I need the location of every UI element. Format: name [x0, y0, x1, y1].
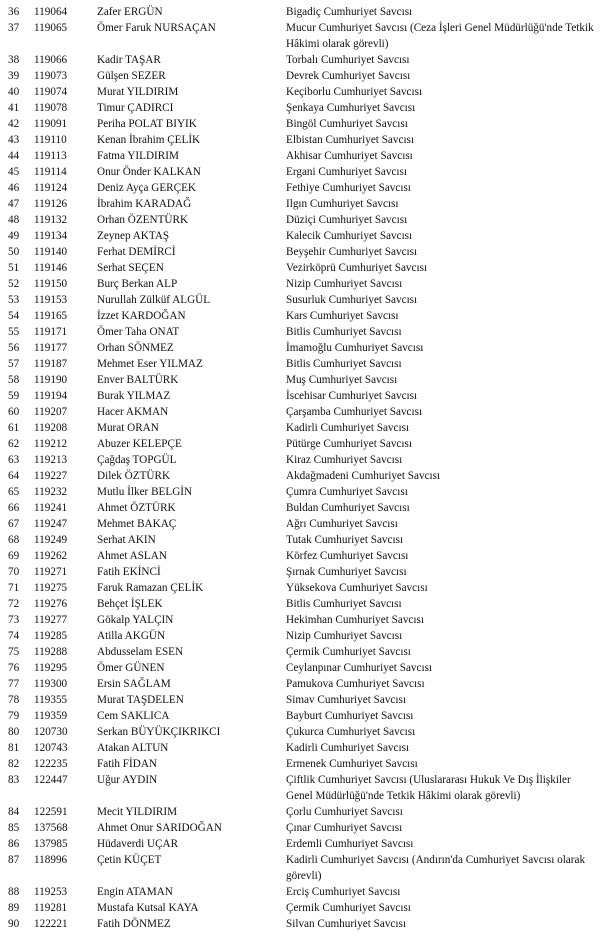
assignment: Ilgın Cumhuriyet Savcısı — [286, 198, 399, 210]
row-number: 57 — [8, 358, 20, 370]
person-name: Faruk Ramazan ÇELİK — [97, 582, 204, 594]
person-name: Nurullah Zülküf ALGÜL — [97, 294, 211, 306]
row-number: 74 — [8, 630, 20, 642]
registry-number: 119124 — [34, 182, 68, 194]
table-row — [0, 196, 600, 212]
row-number: 36 — [8, 6, 20, 18]
registry-number: 119150 — [34, 278, 68, 290]
person-name: Murat TAŞDELEN — [97, 694, 184, 706]
registry-number: 119091 — [34, 118, 68, 130]
row-number: 38 — [8, 54, 20, 66]
assignment: Çiftlik Cumhuriyet Savcısı (Uluslararası Hukuk Ve Dış İlişkiler Genel Müdürlüğü'nde Tetkik Hâkimi olarak görevli) — [286, 774, 571, 802]
person-name: Mehmet BAKAÇ — [97, 518, 177, 530]
person-name: Murat ORAN — [97, 422, 159, 434]
registry-number: 119208 — [34, 422, 68, 434]
assignment: Bigadiç Cumhuriyet Savcısı — [286, 6, 413, 18]
registry-number: 119359 — [34, 710, 68, 722]
table-row — [0, 484, 600, 500]
table-row — [0, 260, 600, 276]
table-row — [0, 228, 600, 244]
person-name: Enver BALTÜRK — [97, 374, 179, 386]
person-name: Periha POLAT BIYIK — [97, 118, 197, 130]
table-row — [0, 340, 600, 356]
row-number: 79 — [8, 710, 20, 722]
table-row — [0, 308, 600, 324]
assignment: Bingöl Cumhuriyet Savcısı — [286, 118, 408, 130]
assignment: Kiraz Cumhuriyet Savcısı — [286, 454, 403, 466]
registry-number: 119276 — [34, 598, 68, 610]
registry-number: 119153 — [34, 294, 68, 306]
registry-number: 119241 — [34, 502, 68, 514]
person-name: Uğur AYDIN — [97, 774, 158, 786]
registry-number: 119212 — [34, 438, 68, 450]
registry-number: 119073 — [34, 70, 68, 82]
row-number: 42 — [8, 118, 20, 130]
assignment: Ceylanpınar Cumhuriyet Savcısı — [286, 662, 433, 674]
assignment: Şırnak Cumhuriyet Savcısı — [286, 566, 407, 578]
row-number: 68 — [8, 534, 20, 546]
registry-number: 119066 — [34, 54, 68, 66]
assignment: Keçiborlu Cumhuriyet Savcısı — [286, 86, 423, 98]
table-row — [0, 836, 600, 852]
registry-number: 119253 — [34, 886, 68, 898]
person-name: Ömer GÜNEN — [97, 662, 165, 674]
table-row — [0, 724, 600, 740]
assignment: Kars Cumhuriyet Savcısı — [286, 310, 399, 322]
table-row — [0, 580, 600, 596]
table-row — [0, 916, 600, 932]
table-row — [0, 612, 600, 628]
person-name: Orhan SÖNMEZ — [97, 342, 174, 354]
assignment: Vezirköprü Cumhuriyet Savcısı — [286, 262, 428, 274]
row-number: 69 — [8, 550, 20, 562]
person-name: Ersin SAĞLAM — [97, 678, 171, 690]
person-name: Mehmet Eser YILMAZ — [97, 358, 203, 370]
table-row — [0, 644, 600, 660]
assignment: Çumra Cumhuriyet Savcısı — [286, 486, 408, 498]
row-number: 84 — [8, 806, 20, 818]
row-number: 72 — [8, 598, 20, 610]
person-name: Abdusselam ESEN — [97, 646, 184, 658]
registry-number: 119213 — [34, 454, 68, 466]
registry-number: 119249 — [34, 534, 68, 546]
row-number: 51 — [8, 262, 20, 274]
person-name: Ahmet ASLAN — [97, 550, 167, 562]
table-row — [0, 804, 600, 820]
assignment: Tutak Cumhuriyet Savcısı — [286, 534, 404, 546]
assignment: Çukurca Cumhuriyet Savcısı — [286, 726, 416, 738]
table-row — [0, 388, 600, 404]
assignment: Muş Cumhuriyet Savcısı — [286, 374, 398, 386]
registry-number: 119134 — [34, 230, 68, 242]
person-name: Mecit YILDIRIM — [97, 806, 178, 818]
assignment: Bitlis Cumhuriyet Savcısı — [286, 326, 402, 338]
registry-number: 119110 — [34, 134, 67, 146]
assignment: Çarşamba Cumhuriyet Savcısı — [286, 406, 423, 418]
assignment: Devrek Cumhuriyet Savcısı — [286, 70, 411, 82]
assignment: Mucur Cumhuriyet Savcısı (Ceza İşleri Genel Müdürlüğü'nde Tetkik Hâkimi olarak görevli) — [286, 22, 594, 50]
person-name: Abuzer KELEPÇE — [97, 438, 182, 450]
table-row — [0, 84, 600, 100]
person-name: Fatih EKİNCİ — [97, 566, 161, 578]
registry-number: 119064 — [34, 6, 68, 18]
row-number: 81 — [8, 742, 20, 754]
person-name: İbrahim KARADAĞ — [97, 198, 192, 210]
row-number: 54 — [8, 310, 20, 322]
assignment: Yüksekova Cumhuriyet Savcısı — [286, 582, 428, 594]
person-name: Dilek ÖZTÜRK — [97, 470, 171, 482]
registry-number: 119262 — [34, 550, 68, 562]
assignment: Erdemli Cumhuriyet Savcısı — [286, 838, 414, 850]
table-row — [0, 404, 600, 420]
person-name: Fatih DÖNMEZ — [97, 918, 171, 930]
assignment: Silvan Cumhuriyet Savcısı — [286, 918, 406, 930]
assignment: Buldan Cumhuriyet Savcısı — [286, 502, 410, 514]
row-number: 71 — [8, 582, 20, 594]
person-name: Zeynep AKTAŞ — [97, 230, 170, 242]
row-number: 43 — [8, 134, 20, 146]
person-name: Ömer Faruk NURSAÇAN — [97, 22, 216, 34]
row-number: 40 — [8, 86, 20, 98]
person-name: Ahmet Onur SARIDOĞAN — [97, 822, 222, 834]
row-number: 59 — [8, 390, 20, 402]
registry-number: 119114 — [34, 166, 67, 178]
person-name: Behçet İŞLEK — [97, 598, 163, 610]
registry-number: 119194 — [34, 390, 68, 402]
row-number: 55 — [8, 326, 20, 338]
row-number: 77 — [8, 678, 20, 690]
row-number: 56 — [8, 342, 20, 354]
assignment: Çınar Cumhuriyet Savcısı — [286, 822, 403, 834]
row-number: 60 — [8, 406, 20, 418]
assignment: Hekimhan Cumhuriyet Savcısı — [286, 614, 424, 626]
person-name: Orhan ÖZENTÜRK — [97, 214, 189, 226]
assignment: İmamoğlu Cumhuriyet Savcısı — [286, 342, 424, 354]
registry-number: 119132 — [34, 214, 68, 226]
table-row — [0, 4, 600, 20]
assignment: Susurluk Cumhuriyet Savcısı — [286, 294, 418, 306]
row-number: 78 — [8, 694, 20, 706]
table-row — [0, 356, 600, 372]
assignment: Körfez Cumhuriyet Savcısı — [286, 550, 409, 562]
row-number: 76 — [8, 662, 20, 674]
person-name: Zafer ERGÜN — [97, 6, 163, 18]
registry-number: 119065 — [34, 22, 68, 34]
table-row — [0, 820, 600, 836]
table-row — [0, 100, 600, 116]
table-row — [0, 468, 600, 484]
person-name: Hacer AKMAN — [97, 406, 169, 418]
assignment: Nizip Cumhuriyet Savcısı — [286, 630, 403, 642]
assignment: Çorlu Cumhuriyet Savcısı — [286, 806, 403, 818]
registry-number: 119165 — [34, 310, 68, 322]
table-row — [0, 276, 600, 292]
table-row — [0, 740, 600, 756]
assignment: Bayburt Cumhuriyet Savcısı — [286, 710, 414, 722]
person-name: Çağdaş TOPGÜL — [97, 454, 177, 466]
registry-number: 119271 — [34, 566, 68, 578]
person-name: Serkan BÜYÜKÇIKRIKCI — [97, 726, 221, 738]
row-number: 83 — [8, 774, 20, 786]
person-name: Kadir TAŞAR — [97, 54, 161, 66]
assignment: Elbistan Cumhuriyet Savcısı — [286, 134, 415, 146]
person-name: Serhat SEÇEN — [97, 262, 164, 274]
row-number: 89 — [8, 902, 20, 914]
table-row — [0, 452, 600, 468]
table-row — [0, 628, 600, 644]
row-number: 39 — [8, 70, 20, 82]
table-row — [0, 564, 600, 580]
row-number: 66 — [8, 502, 20, 514]
assignment: Beyşehir Cumhuriyet Savcısı — [286, 246, 418, 258]
assignment: Pütürge Cumhuriyet Savcısı — [286, 438, 412, 450]
table-row — [0, 52, 600, 68]
person-name: Kenan İbrahim ÇELİK — [97, 134, 201, 146]
table-row — [0, 852, 600, 884]
registry-number: 120730 — [34, 726, 68, 738]
assignment: Çermik Cumhuriyet Savcısı — [286, 902, 411, 914]
row-number: 46 — [8, 182, 20, 194]
table-row — [0, 164, 600, 180]
assignment: Pamukova Cumhuriyet Savcısı — [286, 678, 425, 690]
registry-number: 119232 — [34, 486, 68, 498]
row-number: 70 — [8, 566, 20, 578]
registry-number: 119140 — [34, 246, 68, 258]
row-number: 73 — [8, 614, 20, 626]
registry-number: 120743 — [34, 742, 68, 754]
registry-number: 119171 — [34, 326, 68, 338]
table-row — [0, 148, 600, 164]
row-number: 75 — [8, 646, 20, 658]
registry-number: 119126 — [34, 198, 68, 210]
assignment: Şenkaya Cumhuriyet Savcısı — [286, 102, 416, 114]
person-name: Çetin KÜÇET — [97, 854, 162, 866]
row-number: 85 — [8, 822, 20, 834]
row-number: 64 — [8, 470, 20, 482]
registry-number: 122591 — [34, 806, 68, 818]
registry-number: 119288 — [34, 646, 68, 658]
assignment: Nizip Cumhuriyet Savcısı — [286, 278, 403, 290]
table-row — [0, 884, 600, 900]
row-number: 80 — [8, 726, 20, 738]
person-name: Gökalp YALÇIN — [97, 614, 174, 626]
registry-number: 122235 — [34, 758, 68, 770]
table-row — [0, 660, 600, 676]
table-row — [0, 244, 600, 260]
registry-number: 119207 — [34, 406, 68, 418]
assignment: Akdağmadeni Cumhuriyet Savcısı — [286, 470, 441, 482]
person-name: Ferhat DEMİRCİ — [97, 246, 176, 258]
row-number: 61 — [8, 422, 20, 434]
registry-number: 119281 — [34, 902, 68, 914]
row-number: 65 — [8, 486, 20, 498]
table-row — [0, 20, 600, 52]
table-row — [0, 756, 600, 772]
assignment: Fethiye Cumhuriyet Savcısı — [286, 182, 411, 194]
person-name: Fatma YILDIRIM — [97, 150, 179, 162]
person-name: Murat YILDIRIM — [97, 86, 179, 98]
assignment: Kadirli Cumhuriyet Savcısı (Andırın'da Cumhuriyet Savcısı olarak görevli) — [286, 854, 586, 882]
registry-number: 119190 — [34, 374, 68, 386]
registry-number: 119177 — [34, 342, 68, 354]
person-name: Burak YILMAZ — [97, 390, 171, 402]
assignment: Düziçi Cumhuriyet Savcısı — [286, 214, 408, 226]
table-row — [0, 436, 600, 452]
row-number: 41 — [8, 102, 20, 114]
assignment: Ermenek Cumhuriyet Savcısı — [286, 758, 418, 770]
person-name: Atakan ALTUN — [97, 742, 169, 754]
row-number: 62 — [8, 438, 20, 450]
assignment: Erciş Cumhuriyet Savcısı — [286, 886, 401, 898]
row-number: 45 — [8, 166, 20, 178]
person-name: Mutlu İlker BELGİN — [97, 486, 193, 498]
table-row — [0, 548, 600, 564]
registry-number: 119275 — [34, 582, 68, 594]
person-name: Hüdaverdi UÇAR — [97, 838, 179, 850]
person-name: İzzet KARDOĞAN — [97, 310, 186, 322]
table-row — [0, 772, 600, 804]
registry-number: 119247 — [34, 518, 68, 530]
registry-number: 119295 — [34, 662, 68, 674]
row-number: 88 — [8, 886, 20, 898]
row-number: 50 — [8, 246, 20, 258]
table-row — [0, 68, 600, 84]
table-row — [0, 420, 600, 436]
table-row — [0, 692, 600, 708]
row-number: 48 — [8, 214, 20, 226]
registry-number: 119277 — [34, 614, 68, 626]
row-number: 37 — [8, 22, 20, 34]
table-row — [0, 132, 600, 148]
assignment: Bitlis Cumhuriyet Savcısı — [286, 358, 402, 370]
person-name: Engin ATAMAN — [97, 886, 173, 898]
appointment-list — [0, 4, 600, 932]
row-number: 86 — [8, 838, 20, 850]
person-name: Burç Berkan ALP — [97, 278, 178, 290]
registry-number: 119146 — [34, 262, 68, 274]
table-row — [0, 372, 600, 388]
registry-number: 119187 — [34, 358, 68, 370]
table-row — [0, 500, 600, 516]
table-row — [0, 116, 600, 132]
registry-number: 119227 — [34, 470, 68, 482]
row-number: 49 — [8, 230, 20, 242]
table-row — [0, 900, 600, 916]
assignment: Akhisar Cumhuriyet Savcısı — [286, 150, 413, 162]
assignment: Torbalı Cumhuriyet Savcısı — [286, 54, 410, 66]
row-number: 87 — [8, 854, 20, 866]
person-name: Cem SAKLICA — [97, 710, 170, 722]
table-row — [0, 596, 600, 612]
registry-number: 119074 — [34, 86, 68, 98]
registry-number: 119300 — [34, 678, 68, 690]
row-number: 52 — [8, 278, 20, 290]
assignment: Ergani Cumhuriyet Savcısı — [286, 166, 407, 178]
registry-number: 137985 — [34, 838, 68, 850]
person-name: Mustafa Kutsal KAYA — [97, 902, 199, 914]
assignment: Kadirli Cumhuriyet Savcısı — [286, 422, 410, 434]
row-number: 90 — [8, 918, 20, 930]
table-row — [0, 180, 600, 196]
registry-number: 119078 — [34, 102, 68, 114]
table-row — [0, 516, 600, 532]
registry-number: 119113 — [34, 150, 67, 162]
row-number: 44 — [8, 150, 20, 162]
registry-number: 118996 — [34, 854, 68, 866]
assignment: İscehisar Cumhuriyet Savcısı — [286, 390, 418, 402]
row-number: 82 — [8, 758, 20, 770]
person-name: Fatih FİDAN — [97, 758, 157, 770]
row-number: 47 — [8, 198, 20, 210]
person-name: Atilla AKGÜN — [97, 630, 166, 642]
person-name: Ahmet ÖZTÜRK — [97, 502, 176, 514]
assignment: Simav Cumhuriyet Savcısı — [286, 694, 406, 706]
person-name: Onur Önder KALKAN — [97, 166, 201, 178]
person-name: Gülşen SEZER — [97, 70, 166, 82]
table-row — [0, 324, 600, 340]
table-row — [0, 708, 600, 724]
assignment: Kalecik Cumhuriyet Savcısı — [286, 230, 413, 242]
registry-number: 122221 — [34, 918, 68, 930]
person-name: Serhat AKIN — [97, 534, 156, 546]
registry-number: 122447 — [34, 774, 68, 786]
table-row — [0, 212, 600, 228]
assignment: Kadirli Cumhuriyet Savcısı — [286, 742, 410, 754]
assignment: Çermik Cumhuriyet Savcısı — [286, 646, 411, 658]
person-name: Timur ÇADIRCI — [97, 102, 174, 114]
registry-number: 119355 — [34, 694, 68, 706]
assignment: Ağrı Cumhuriyet Savcısı — [286, 518, 398, 530]
person-name: Ömer Taha ONAT — [97, 326, 180, 338]
row-number: 63 — [8, 454, 20, 466]
registry-number: 137568 — [34, 822, 68, 834]
registry-number: 119285 — [34, 630, 68, 642]
person-name: Deniz Ayça GERÇEK — [97, 182, 197, 194]
row-number: 67 — [8, 518, 20, 530]
table-row — [0, 676, 600, 692]
table-row — [0, 292, 600, 308]
row-number: 53 — [8, 294, 20, 306]
table-row — [0, 532, 600, 548]
row-number: 58 — [8, 374, 20, 386]
assignment: Bitlis Cumhuriyet Savcısı — [286, 598, 402, 610]
